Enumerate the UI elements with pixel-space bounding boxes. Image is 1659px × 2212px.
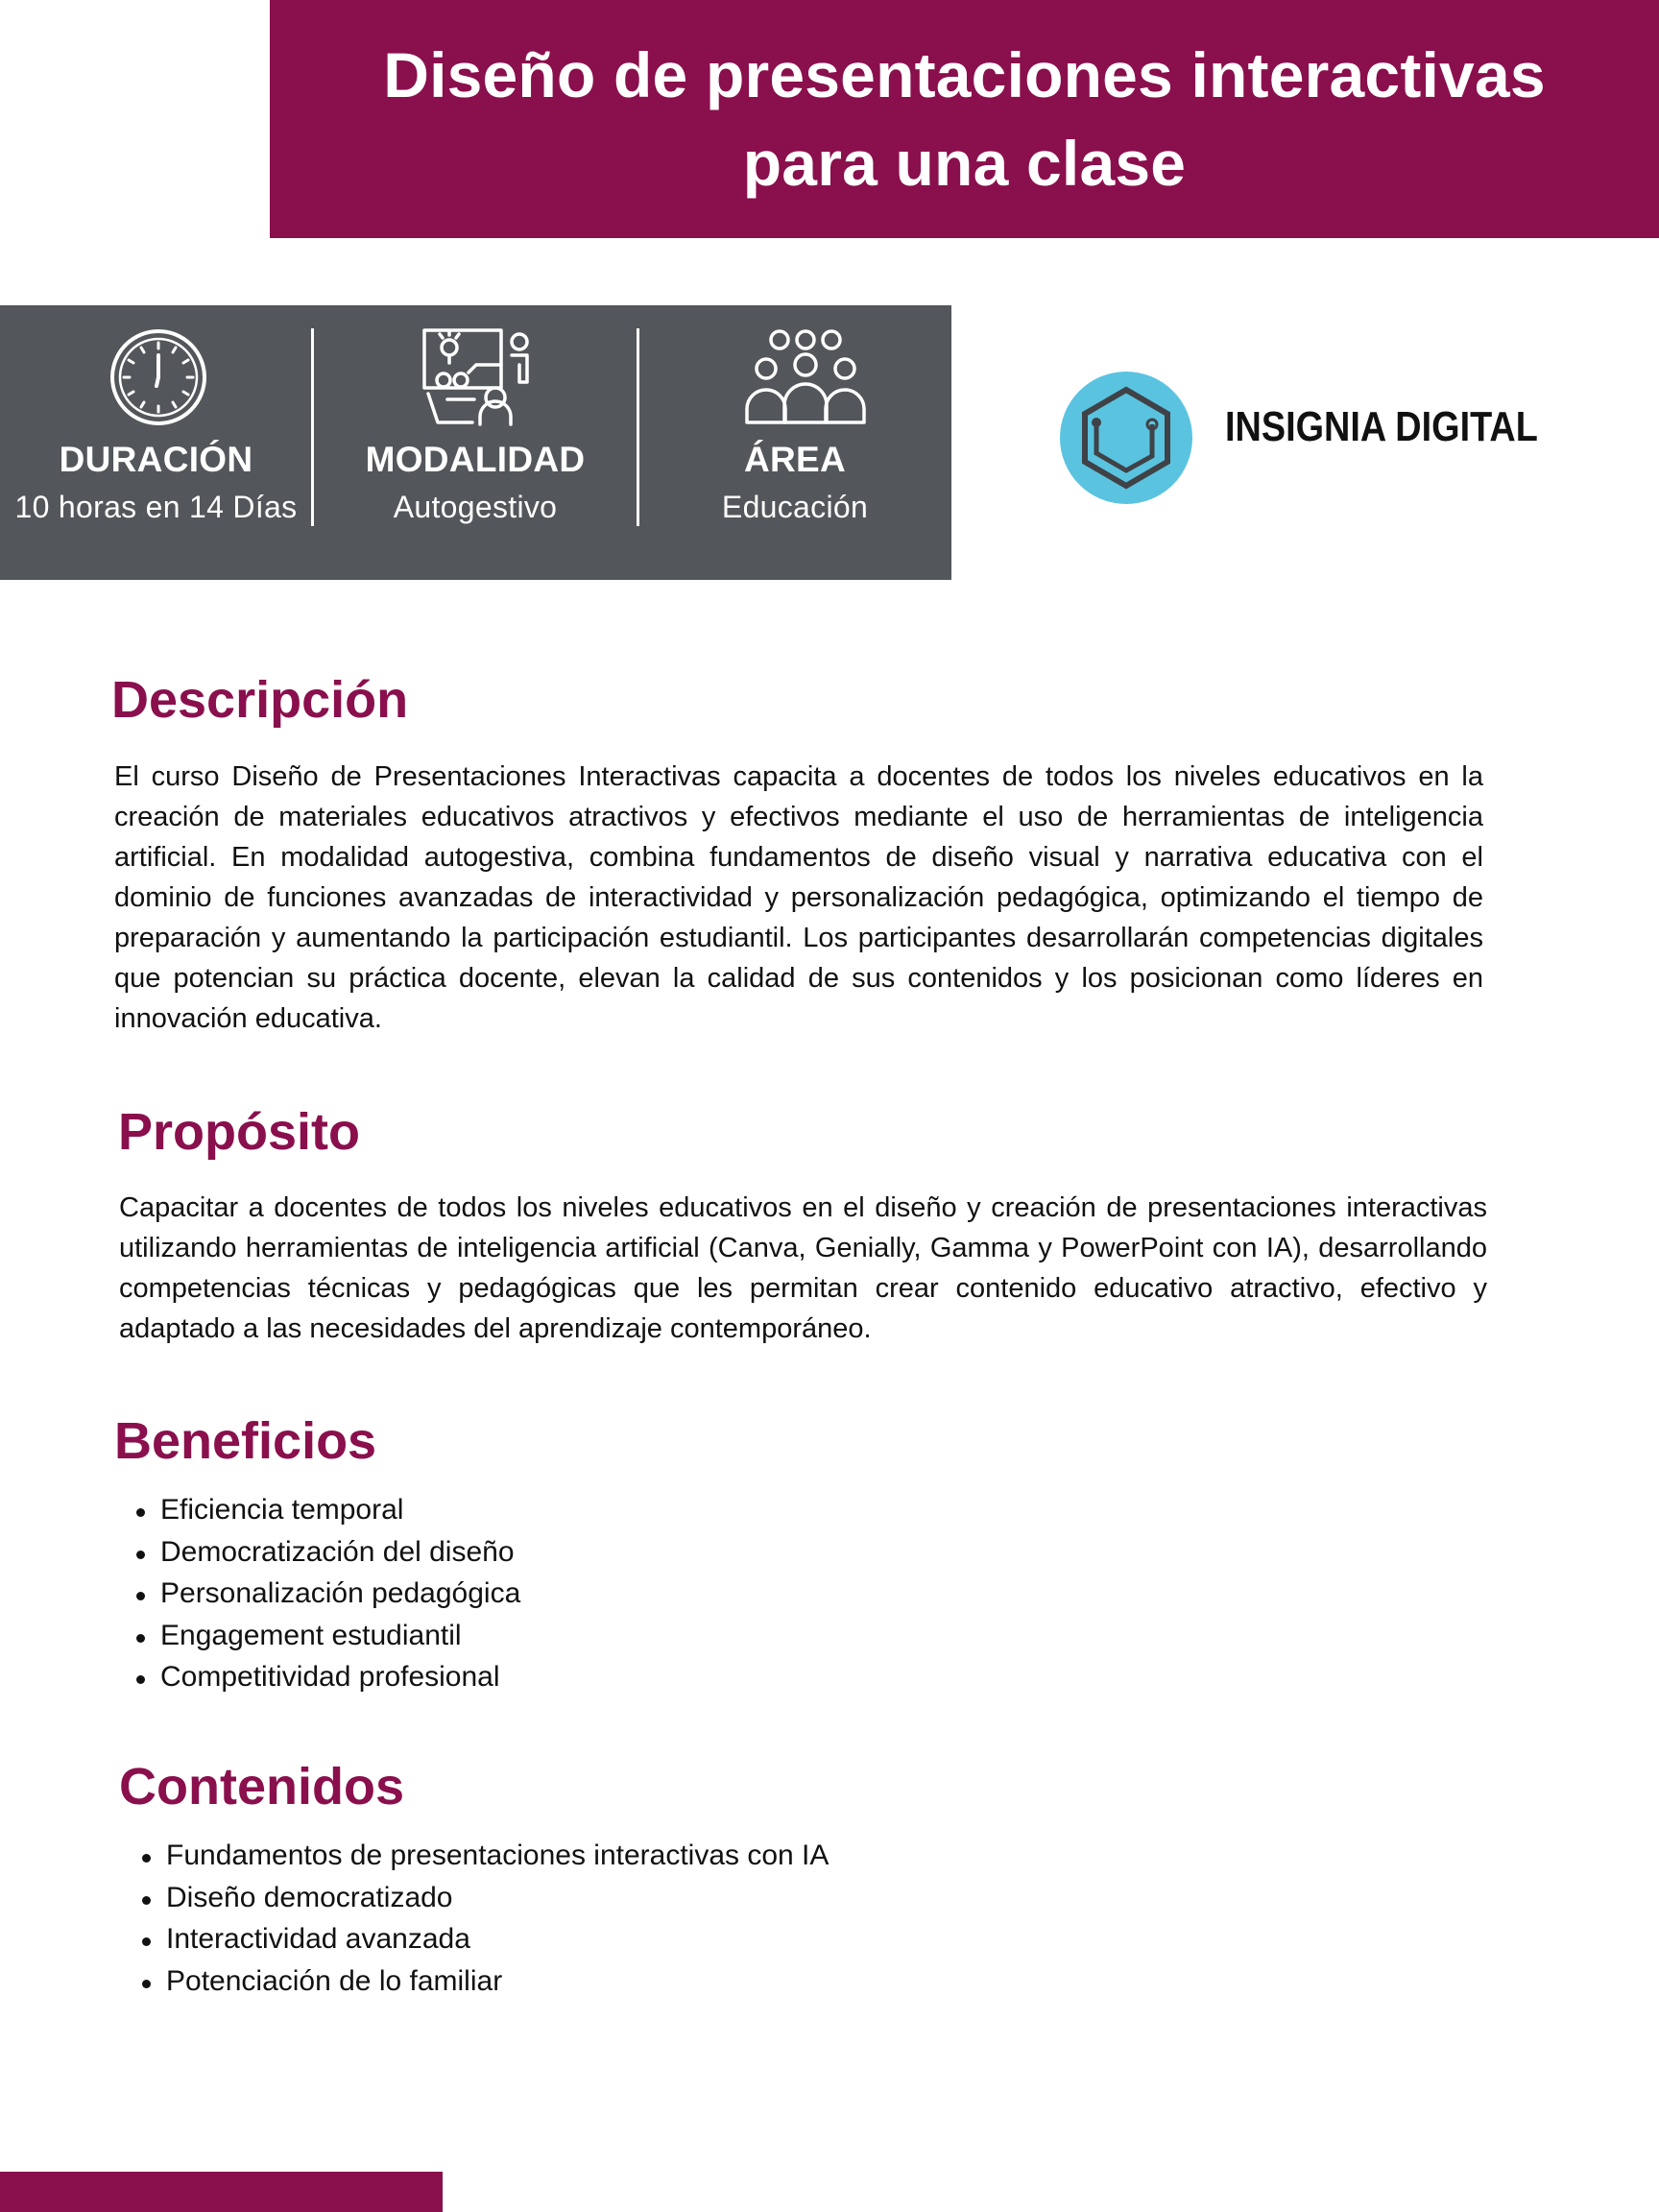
list-item: Diseño democratizado xyxy=(136,1877,829,1919)
list-item: Personalización pedagógica xyxy=(131,1573,520,1615)
contenidos-list xyxy=(136,1835,829,2002)
modality-value: Autogestivo xyxy=(393,490,558,524)
modality-label: MODALIDAD xyxy=(365,440,586,479)
list-item: Engagement estudiantil xyxy=(131,1615,520,1657)
badge-title: INSIGNIA DIGITAL xyxy=(1225,403,1538,450)
duration-label: DURACIÓN xyxy=(59,440,253,479)
list-item: Eficiencia temporal xyxy=(131,1489,520,1531)
beneficios-list xyxy=(131,1489,520,1698)
page-title-line-2: para una clase xyxy=(742,128,1187,199)
list-item: Fundamentos de presentaciones interactivas con IA xyxy=(136,1835,829,1877)
info-modality xyxy=(317,305,634,580)
group-people-icon xyxy=(743,328,868,426)
proposito-text: Capacitar a docentes de todos los niveles educativos en el diseño y creación de presentaciones interactivas utilizando herramientas de inteligencia artificial (Canva, Genially, Gamma y PowerPoint con IA), desarrollando competencias técnicas y pedagógicas que les permitan crear contenido educativo atractivo, efectivo y adaptado a las necesidades del aprendizaje contemporáneo. xyxy=(119,1192,1487,1344)
title-banner xyxy=(270,0,1659,238)
page-title-line-1: Diseño de presentaciones interactivas xyxy=(383,39,1546,110)
clock-icon xyxy=(109,328,207,426)
info-area xyxy=(638,305,951,580)
course-info-panel xyxy=(0,305,951,580)
area-label: ÁREA xyxy=(743,440,847,479)
footer-accent-bar xyxy=(0,2172,443,2212)
heading-contenidos: Contenidos xyxy=(119,1758,404,1815)
descripcion-text: El curso Diseño de Presentaciones Interactivas capacita a docentes de todos los niveles educativos en la creación de materiales educativos atractivos y efectivos mediante el uso de herramientas de inteligencia artificial. En modalidad autogestiva, combina fundamentos de diseño visual y narrativa educativa con el dominio de funciones avanzadas de interactividad y personalización pedagógica, optimizando el tiempo de preparación y aumentando la participación estudiantil. Los participantes desarrollarán competencias digitales que potencian su práctica docente, elevan la calidad de sus contenidos y los posicionan como líderes en innovación educativa. xyxy=(114,761,1483,1034)
info-divider-1 xyxy=(311,328,314,526)
area-value: Educación xyxy=(721,490,869,524)
heading-beneficios: Beneficios xyxy=(114,1412,377,1470)
duration-value: 10 horas en 14 Días xyxy=(14,490,298,524)
info-divider-2 xyxy=(637,328,639,526)
hexagon-circuit-icon xyxy=(1060,372,1192,504)
list-item: Potenciación de lo familiar xyxy=(136,1960,829,2003)
list-item: Democratización del diseño xyxy=(131,1531,520,1574)
heading-descripcion: Descripción xyxy=(111,671,409,729)
list-item: Competitividad profesional xyxy=(131,1656,520,1698)
badge-logo xyxy=(1060,372,1192,504)
teacher-presentation-icon xyxy=(421,326,540,426)
heading-proposito: Propósito xyxy=(118,1103,360,1161)
info-duration xyxy=(0,305,312,580)
list-item: Interactividad avanzada xyxy=(136,1918,829,1960)
